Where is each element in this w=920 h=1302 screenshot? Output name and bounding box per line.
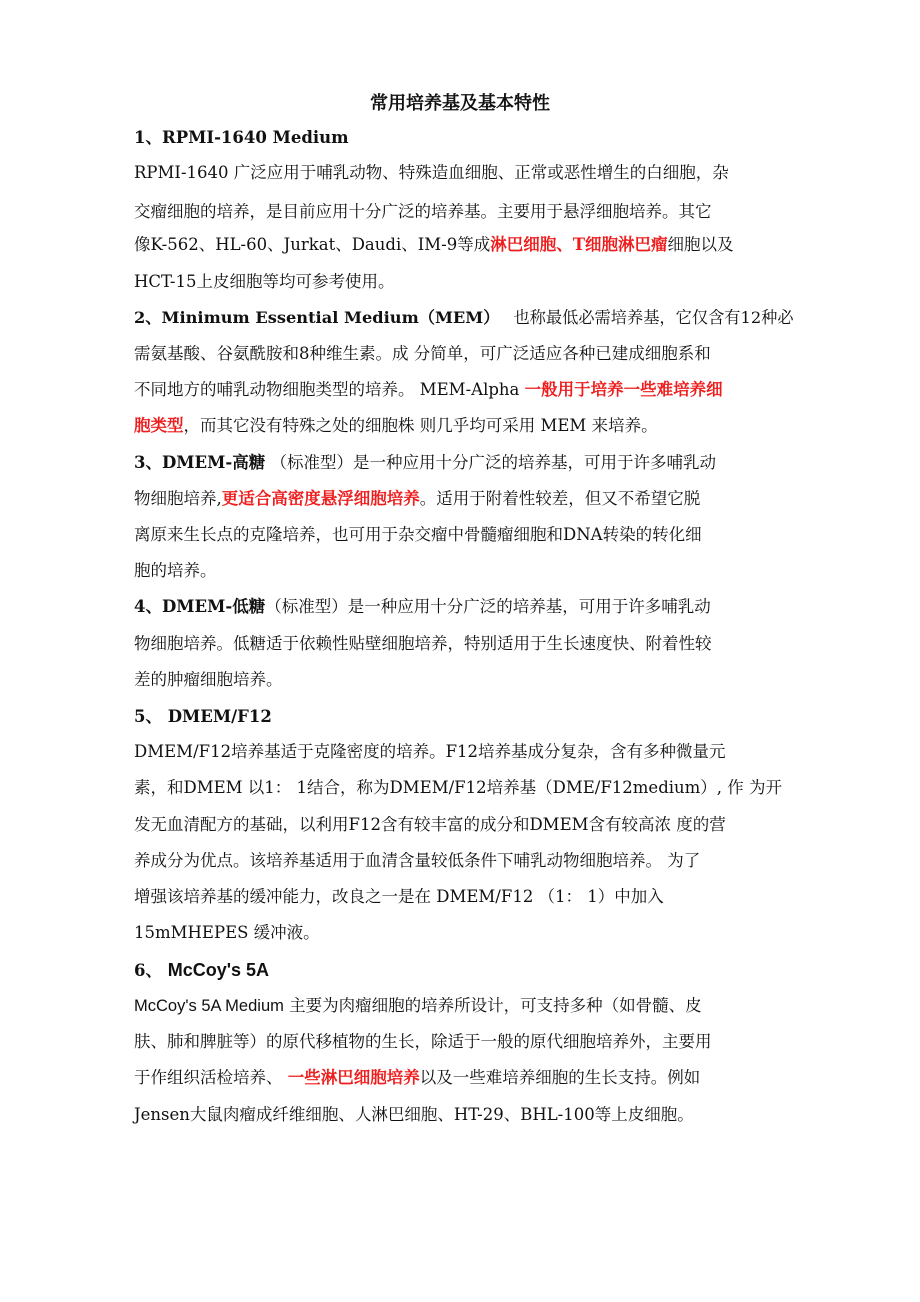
- section-3-heading: 3、DMEM-高糖: [134, 453, 266, 472]
- section-6-line-4: Jensen大鼠肉瘤成纤维细胞、人淋巴细胞、HT-29、BHL-100等上皮细胞。: [134, 1105, 694, 1124]
- section-1-line-3-text-a: 像K-562、HL-60、Jurkat、Daudi、IM-9等成: [134, 235, 491, 254]
- section-6-heading: [134, 954, 269, 987]
- section-1-heading: 1、RPMI-1640 Medium: [134, 128, 349, 147]
- section-6-line-3-text-b: 以及一些难培养细胞的生长支持。例如: [419, 1068, 701, 1087]
- section-3-line-2-text-a: 物细胞培养,: [134, 489, 222, 508]
- section-3-line-2: [134, 483, 700, 515]
- section-4-line-2: 物细胞培养。低糖适于依赖性贴壁细胞培养，特别适用于生长速度快、附着性较: [134, 634, 712, 653]
- section-4-line-1: [134, 591, 711, 623]
- section-1-highlight: 淋巴细胞、T细胞淋巴瘤: [490, 235, 668, 254]
- section-1-line-3-text-b: 细胞以及: [667, 235, 734, 254]
- section-6-line-1-product: McCoy's 5A Medium: [134, 997, 284, 1015]
- section-5-line-2: 素，和DMEM 以1： 1结合，称为DMEM/F12培养基（DME/F12medium）, 作 为开: [134, 778, 783, 797]
- section-4-line-1-rest: （标准型）是一种应用十分广泛的培养基，可用于许多哺乳动: [265, 597, 711, 616]
- section-6-line-1-rest: 主要为肉瘤细胞的培养所设计，可支持多种（如骨髓、皮: [283, 996, 702, 1015]
- section-6-line-1: [134, 990, 702, 1022]
- section-1-line-4: HCT-15上皮细胞等均可参考使用。: [134, 272, 395, 291]
- section-6-heading-name: McCoy's 5A: [167, 960, 270, 980]
- section-3-line-1: [134, 447, 716, 479]
- section-2-line-3-text-a: 不同地方的哺乳动物细胞类型的培养。 MEM-Alpha: [134, 380, 525, 399]
- section-6-highlight: 一些淋巴细胞培养: [287, 1068, 420, 1087]
- section-3-line-4: 胞的培养。: [134, 561, 217, 580]
- section-2-highlight-b: 胞类型: [134, 416, 184, 435]
- section-2-line-4: [134, 410, 658, 442]
- section-2-line-2: 需氨基酸、谷氨酰胺和8种维生素。成 分简单，可广泛适应各种已建成细胞系和: [134, 344, 711, 363]
- section-2-highlight-a: 一般用于培养一些难培养细: [524, 380, 723, 399]
- section-5-line-1: DMEM/F12培养基适于克隆密度的培养。F12培养基成分复杂，含有多种微量元: [134, 742, 726, 761]
- section-6-line-3-text-a: 于作组织活检培养、: [134, 1068, 288, 1087]
- section-3-line-2-text-b: 。适用于附着性较差，但又不希望它脱: [419, 489, 701, 508]
- section-2-heading: 2、Minimum Essential Medium（MEM）: [134, 308, 500, 327]
- section-3-line-1-rest: （标准型）是一种应用十分广泛的培养基，可用于许多哺乳动: [265, 453, 716, 472]
- page-title: 常用培养基及基本特性: [370, 93, 550, 114]
- section-2-line-3: [134, 374, 723, 406]
- section-1-line-2: 交瘤细胞的培养，是目前应用十分广泛的培养基。主要用于悬浮细胞培养。其它: [134, 202, 712, 221]
- section-5-line-5: 增强该培养基的缓冲能力，改良之一是在 DMEM/F12 （1： 1）中加入: [134, 887, 664, 906]
- section-2-line-4-text-b: ，而其它没有特殊之处的细胞株 则几乎均可采用 MEM 来培养。: [183, 416, 658, 435]
- section-6-line-3: [134, 1062, 700, 1094]
- section-4-line-3: 差的肿瘤细胞培养。: [134, 670, 283, 689]
- section-5-heading: 5、 DMEM/F12: [134, 707, 272, 726]
- section-1-line-3: [134, 229, 734, 261]
- section-5-line-3: 发无血清配方的基础，以利用F12含有较丰富的成分和DMEM含有较高浓 度的营: [134, 815, 726, 834]
- section-6-line-2: 肤、肺和脾脏等）的原代移植物的生长，除适于一般的原代细胞培养外，主要用: [134, 1032, 712, 1051]
- section-1-line-1: RPMI-1640 广泛应用于哺乳动物、特殊造血细胞、正常或恶性增生的白细胞，杂: [134, 163, 729, 182]
- section-3-line-3: 离原来生长点的克隆培养，也可用于杂交瘤中骨髓瘤细胞和DNA转染的转化细: [134, 525, 702, 544]
- section-4-heading: 4、DMEM-低糖: [134, 597, 266, 616]
- section-6-heading-num: 6、: [134, 961, 168, 980]
- section-2-line-1: [134, 302, 794, 334]
- section-5-line-6: 15mMHEPES 缓冲液。: [134, 923, 320, 942]
- section-3-highlight: 更适合高密度悬浮细胞培养: [221, 489, 420, 508]
- section-5-line-4: 养成分为优点。该培养基适用于血清含量较低条件下哺乳动物细胞培养。 为了: [134, 851, 701, 870]
- section-2-line-1-rest: 也称最低必需培养基，它仅含有12种必: [513, 308, 794, 327]
